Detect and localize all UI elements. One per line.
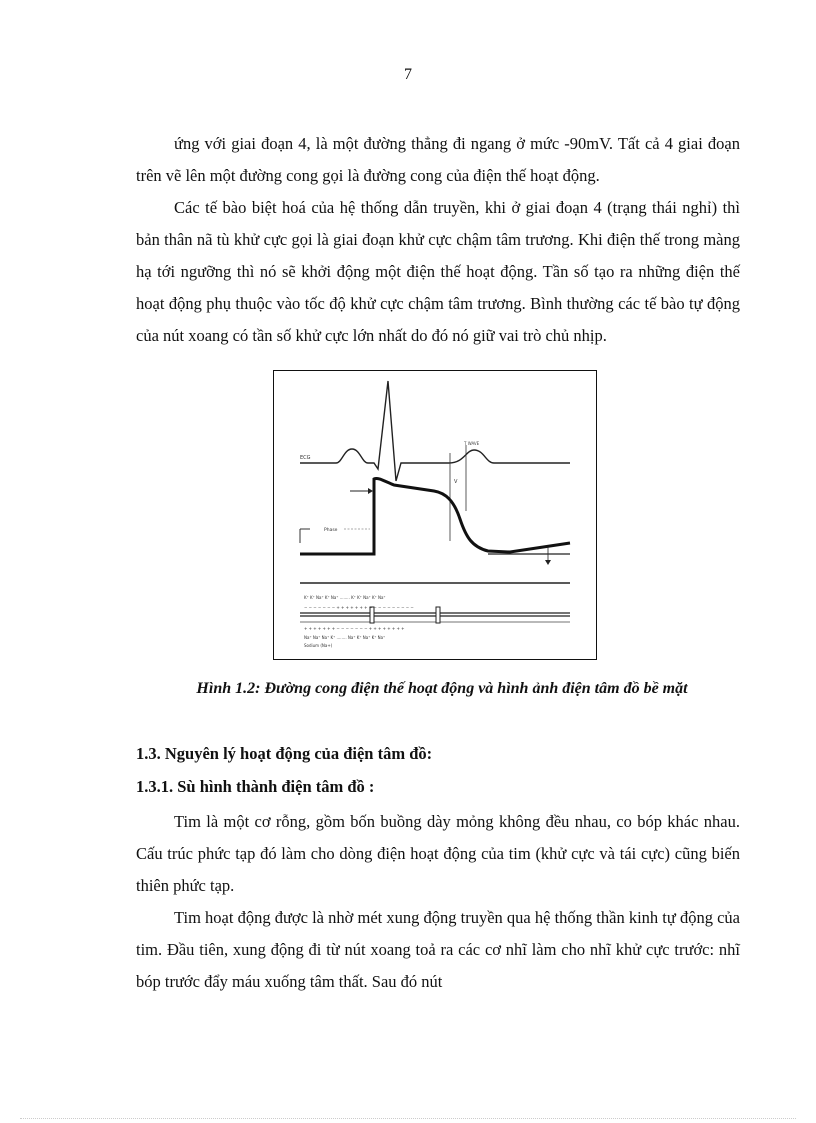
paragraph-4: Tim hoạt động được là nhờ mét xung động truyền qua hệ thống thần kinh tự động của tim. Đầu tiên, xung động đi từ nút xoang toả ra các cơ nhĩ làm cho nhĩ khử cực trước: nhĩ bóp trước đẩy máu xuống tâm thất. Sau đó nút [136,908,740,991]
v-label: V [454,479,458,485]
paragraph-3: Tim là một cơ rỗng, gồm bốn buồng dày mỏng không đều nhau, co bóp khác nhau. Cấu trúc phức tạp đó làm cho dòng điện hoạt động của tim (khử cực và tái cực) cũng biến thiên phức tạp. [136,812,740,895]
ions-row-2: − − − − − − − + + + + + + + − − − − − − − − − − [304,605,414,610]
page-number: 7 [404,66,412,83]
paragraph-2: Các tế bào biệt hoá của hệ thống dẫn truyền, khi ở giai đoạn 4 (trạng thái nghỉ) thì bản thân nã tù khử cực gọi là giai đoạn khử cực chậm tâm trương. Khi điện thế trong màng hạ tới ngưỡng thì nó sẽ khởi động một điện thế hoạt động. Tần số tạo ra những điện thế hoạt động phụ thuộc vào tốc độ khử cực chậm tâm trương. Bình thường các tế bào tự động của nút xoang có tần số khử cực lớn nhất do đó nó giữ vai trò chủ nhịp. [136,198,740,345]
ions-row-3: + + + + + + + − − − − − − − + + + + + + + + [304,626,405,631]
sodium-label: Sodium (Na+) [304,643,333,648]
arrow-head-icon [368,488,373,494]
paragraph-1: ứng với giai đoạn 4, là một đường thẳng đi ngang ở mức -90mV. Tất cả 4 giai đoạn trên vẽ lên một đường cong gọi là đường cong của điện thế hoạt động. [136,134,740,185]
ions-row-4: Na⁺ Na⁺ Na⁺ K⁺ ........ Na⁺ K⁺ Na⁺ K⁺ Na⁺ [304,635,386,640]
section-heading: 1.3. Nguyên lý hoạt động của điện tâm đồ: [136,744,433,763]
action-potential-diagram [274,371,595,658]
ecg-trace [300,381,570,481]
threshold-arrow-icon [545,560,551,565]
figure-caption: Hình 1.2: Đường cong điện thế hoạt động và hình ảnh điện tâm đồ bề mặt [196,680,688,697]
t-wave-label: T WAVE [464,441,480,446]
page-bottom-divider [20,1118,796,1119]
subsection-heading: 1.3.1. Sù hình thành điện tâm đồ : [136,777,375,796]
ion-channel-2 [436,607,440,623]
ecg-label: ECG [300,455,311,461]
action-potential-curve [300,478,570,554]
ions-row-1: K⁺ K⁺ Na⁺ K⁺ Na⁺ ........ K⁺ K⁺ Na⁺ K⁺ Na⁺ [304,595,386,600]
action-potential-figure [273,370,597,660]
phase-label: Phase [324,528,338,533]
